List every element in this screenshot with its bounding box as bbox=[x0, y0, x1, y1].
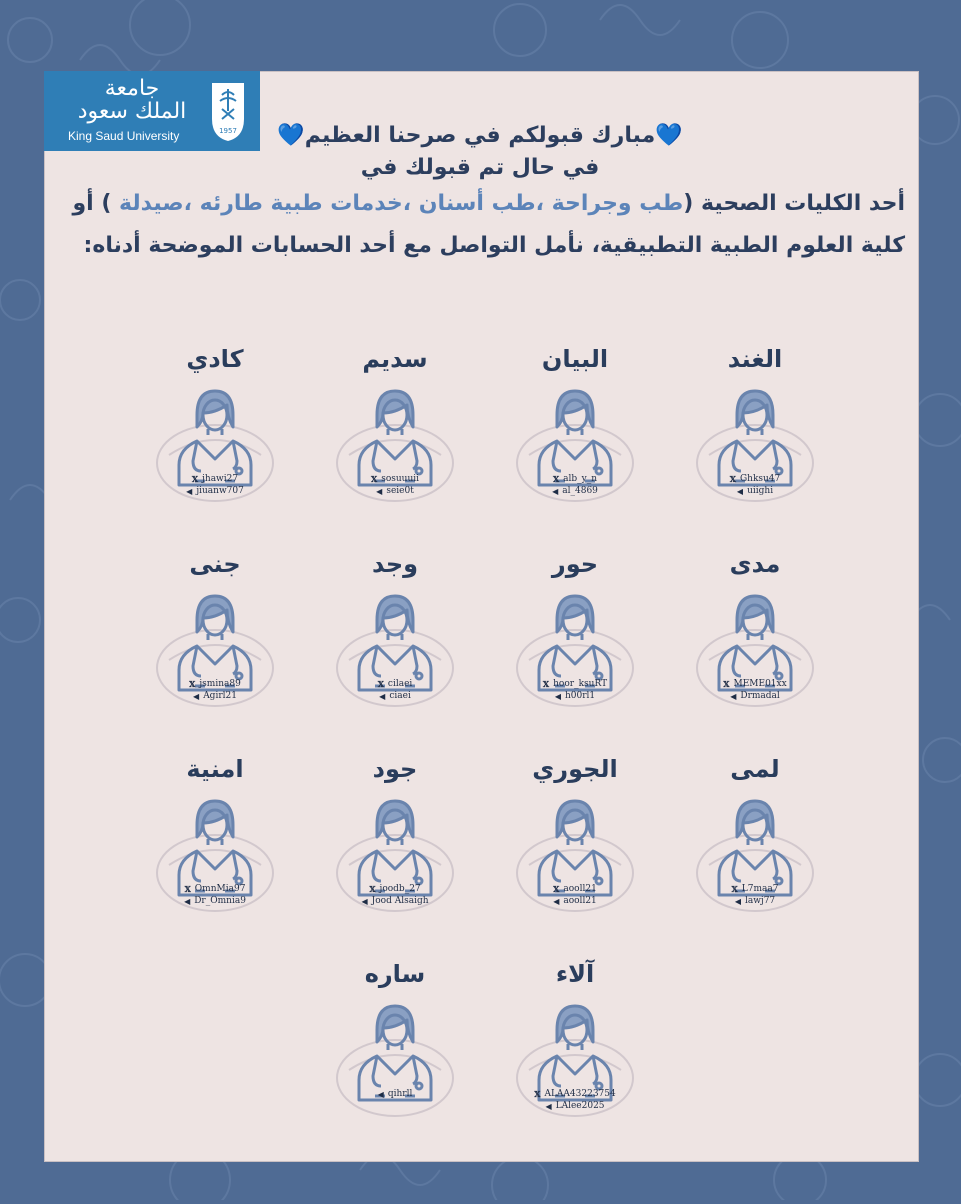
x-handle-row[interactable] bbox=[325, 678, 465, 690]
headline-colleges-post: ) أو bbox=[72, 191, 120, 216]
logo-arabic-line2: الملك سعود bbox=[77, 99, 187, 124]
member-handles bbox=[505, 883, 645, 907]
telegram-icon: ◀ bbox=[734, 896, 741, 906]
logo-year: 1957 bbox=[219, 127, 237, 135]
member-name: لمى bbox=[730, 755, 780, 783]
member-name: البيان bbox=[541, 345, 609, 373]
member-card bbox=[680, 345, 830, 505]
member-handles bbox=[505, 473, 645, 497]
member-handles bbox=[325, 473, 465, 497]
member-handles bbox=[325, 1088, 465, 1100]
telegram-icon: ◀ bbox=[361, 896, 368, 906]
member-card bbox=[500, 755, 650, 915]
member-card bbox=[500, 960, 650, 1120]
member-name: آلاء bbox=[555, 960, 595, 988]
telegram-handle-row[interactable] bbox=[505, 690, 645, 702]
telegram-handle-row[interactable] bbox=[685, 895, 825, 907]
x-handle-row[interactable] bbox=[505, 883, 645, 895]
telegram-handle[interactable]: Dr_Omnia9 bbox=[194, 896, 246, 906]
member-card bbox=[680, 755, 830, 915]
telegram-icon: ◀ bbox=[377, 1089, 384, 1099]
telegram-icon: ◀ bbox=[186, 486, 193, 496]
telegram-handle[interactable]: Drmadal bbox=[740, 691, 780, 701]
telegram-handle[interactable]: Jood Alsaigh bbox=[371, 896, 429, 906]
x-logo-icon: 𝕏 bbox=[184, 884, 191, 894]
x-handle-row[interactable] bbox=[325, 883, 465, 895]
x-logo-icon: 𝕏 bbox=[731, 884, 738, 894]
headline-colleges bbox=[45, 188, 905, 220]
x-handle-row[interactable] bbox=[685, 678, 825, 690]
telegram-handle-row[interactable] bbox=[325, 895, 465, 907]
member-handles bbox=[685, 473, 825, 497]
telegram-handle[interactable]: qihrll bbox=[387, 1089, 413, 1099]
member-card bbox=[140, 550, 290, 710]
headline-colleges-list: طب وجراحة ،طب أسنان ،خدمات طبية طارئه ،صيدلة bbox=[119, 191, 684, 216]
member-name: جود bbox=[372, 755, 418, 783]
member-card bbox=[320, 960, 470, 1120]
x-handle[interactable]: jsmina89 bbox=[199, 679, 241, 689]
x-logo-icon: 𝕏 bbox=[729, 474, 736, 484]
telegram-handle-row[interactable] bbox=[505, 895, 645, 907]
member-handles bbox=[145, 473, 285, 497]
member-card bbox=[680, 550, 830, 710]
x-handle-row[interactable] bbox=[505, 473, 645, 485]
x-handle[interactable]: aooll21 bbox=[563, 884, 597, 894]
member-name: وجد bbox=[371, 550, 419, 578]
x-handle[interactable]: hoor_ksuRT bbox=[553, 679, 608, 689]
x-handle-row[interactable] bbox=[145, 883, 285, 895]
telegram-icon: ◀ bbox=[379, 691, 386, 701]
x-handle-row[interactable] bbox=[145, 473, 285, 485]
x-logo-icon: 𝕏 bbox=[723, 679, 730, 689]
member-handles bbox=[505, 678, 645, 702]
x-logo-icon: 𝕏 bbox=[377, 679, 384, 689]
telegram-icon: ◀ bbox=[553, 896, 560, 906]
headline-colleges-pre: أحد الكليات الصحية ( bbox=[683, 191, 905, 216]
logo-english-name: King Saud University bbox=[68, 129, 180, 143]
x-handle-row[interactable] bbox=[145, 678, 285, 690]
telegram-handle-row[interactable] bbox=[325, 1088, 465, 1100]
logo-arabic-line1: جامعة bbox=[104, 76, 160, 101]
telegram-handle[interactable]: h00rl1 bbox=[565, 691, 596, 701]
x-handle[interactable]: cilaei bbox=[387, 679, 413, 689]
telegram-handle[interactable]: lawj77 bbox=[744, 896, 776, 906]
x-handle-row[interactable] bbox=[505, 1088, 645, 1100]
member-name: حور bbox=[551, 550, 599, 578]
member-card bbox=[140, 345, 290, 505]
member-handles bbox=[325, 883, 465, 907]
x-handle[interactable]: MEME01xx bbox=[733, 679, 787, 689]
headline-if-accepted: في حال تم قبولك في bbox=[360, 155, 600, 180]
member-handles bbox=[685, 883, 825, 907]
member-handles bbox=[145, 678, 285, 702]
member-handles bbox=[325, 678, 465, 702]
telegram-handle-row[interactable] bbox=[145, 895, 285, 907]
member-card bbox=[320, 550, 470, 710]
member-card bbox=[500, 550, 650, 710]
member-name: سديم bbox=[362, 345, 428, 373]
telegram-handle[interactable]: jiuanw707 bbox=[196, 486, 244, 496]
x-handle[interactable]: L7maa7 bbox=[741, 884, 779, 894]
telegram-handle[interactable]: aooll21 bbox=[563, 896, 597, 906]
member-name: الجوري bbox=[532, 755, 618, 783]
x-handle-row[interactable] bbox=[685, 883, 825, 895]
telegram-handle-row[interactable] bbox=[325, 690, 465, 702]
member-card bbox=[140, 755, 290, 915]
x-logo-icon: 𝕏 bbox=[542, 679, 550, 689]
telegram-handle[interactable]: al_4869 bbox=[562, 486, 598, 496]
member-name: مدى bbox=[729, 550, 781, 578]
member-handles bbox=[505, 1088, 645, 1112]
telegram-handle-row[interactable] bbox=[145, 690, 285, 702]
member-name: امنية bbox=[186, 755, 244, 783]
x-handle[interactable]: ALAA43223754 bbox=[544, 1089, 616, 1099]
x-logo-icon: 𝕏 bbox=[370, 474, 378, 484]
telegram-handle[interactable]: ciaei bbox=[389, 691, 411, 701]
x-handle-row[interactable] bbox=[325, 473, 465, 485]
telegram-handle-row[interactable] bbox=[505, 1100, 645, 1112]
x-logo-icon: 𝕏 bbox=[189, 679, 196, 689]
x-handle[interactable]: Ghksu47 bbox=[739, 474, 781, 484]
member-handles bbox=[145, 883, 285, 907]
x-handle[interactable]: sosuuuii bbox=[381, 474, 420, 484]
member-card bbox=[320, 755, 470, 915]
x-logo-icon: 𝕏 bbox=[191, 474, 199, 484]
x-logo-icon: 𝕏 bbox=[552, 474, 560, 484]
member-name: الغند bbox=[727, 345, 783, 373]
x-handle-row[interactable] bbox=[505, 678, 645, 690]
x-handle[interactable]: OmnMia97 bbox=[194, 884, 246, 894]
telegram-icon: ◀ bbox=[730, 691, 737, 701]
telegram-handle-row[interactable] bbox=[505, 485, 645, 497]
x-handle[interactable]: joodb_27 bbox=[379, 884, 421, 894]
x-logo-icon: 𝕏 bbox=[553, 884, 560, 894]
telegram-handle-row[interactable] bbox=[325, 485, 465, 497]
x-handle-row[interactable] bbox=[685, 473, 825, 485]
x-logo-icon: 𝕏 bbox=[534, 1089, 541, 1099]
telegram-icon: ◀ bbox=[736, 486, 744, 496]
member-handles bbox=[685, 678, 825, 702]
member-card bbox=[500, 345, 650, 505]
member-name: جنى bbox=[189, 550, 241, 578]
headline-contact: كلية العلوم الطبية التطبيقية، نأمل التواصل مع أحد الحسابات الموضحة أدناه: bbox=[83, 233, 905, 258]
telegram-handle[interactable]: seie0t bbox=[386, 486, 414, 496]
telegram-icon: ◀ bbox=[545, 1101, 552, 1111]
telegram-icon: ◀ bbox=[193, 691, 200, 701]
telegram-handle-row[interactable] bbox=[685, 690, 825, 702]
member-name: كادي bbox=[186, 345, 244, 373]
telegram-handle-row[interactable] bbox=[145, 485, 285, 497]
telegram-icon: ◀ bbox=[552, 486, 559, 496]
member-name: ساره bbox=[364, 960, 426, 988]
x-handle[interactable]: jhawi27 bbox=[202, 474, 239, 484]
telegram-handle-row[interactable] bbox=[685, 485, 825, 497]
member-card bbox=[320, 345, 470, 505]
x-logo-icon: 𝕏 bbox=[369, 884, 376, 894]
telegram-handle[interactable]: LAlee2025 bbox=[555, 1101, 605, 1111]
telegram-handle[interactable]: uiighi bbox=[747, 486, 774, 496]
headline-congrats: 💙مبارك قبولكم في صرحنا العظيم💙 bbox=[277, 123, 683, 148]
female-doctor-icon bbox=[335, 1000, 455, 1120]
telegram-handle[interactable]: Agirl21 bbox=[203, 691, 237, 701]
telegram-icon: ◀ bbox=[376, 486, 383, 496]
x-handle[interactable]: alb_y_n bbox=[563, 474, 598, 484]
telegram-icon: ◀ bbox=[554, 691, 561, 701]
telegram-icon: ◀ bbox=[184, 896, 191, 906]
